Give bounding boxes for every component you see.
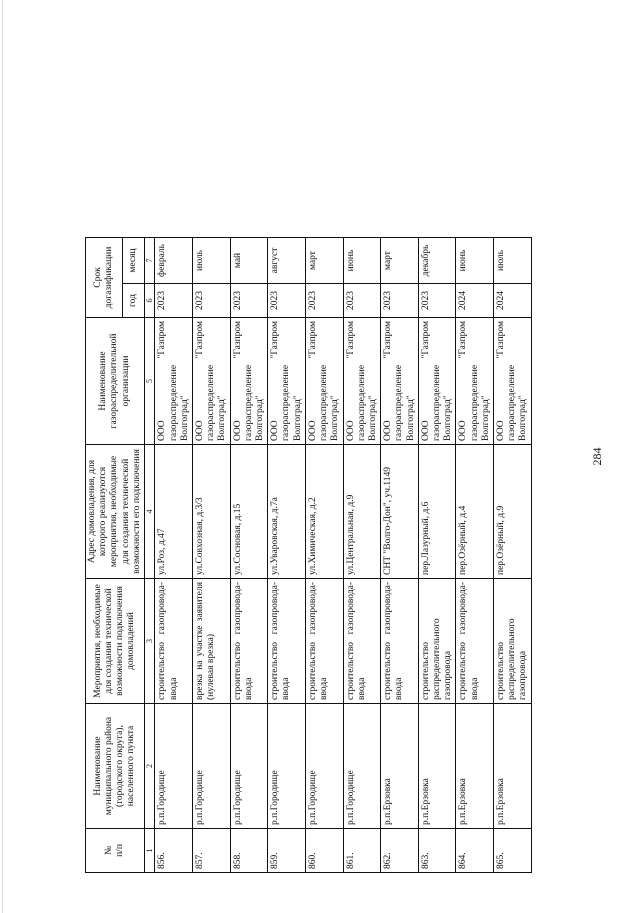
measures-cell: строительство газопровода-ввода (268, 579, 306, 704)
year-cell: 2023 (343, 284, 381, 318)
year-cell: 2023 (230, 284, 268, 318)
year-cell: 2023 (268, 284, 306, 318)
address-cell: пер.Озёрный, д.4 (456, 445, 494, 579)
address-cell: ул.Химическая, д.2 (305, 445, 343, 579)
month-cell: февраль (155, 238, 193, 284)
year-cell: 2023 (305, 284, 343, 318)
month-cell: июнь (343, 238, 381, 284)
organization-cell: ООО "Газпром газораспределение Волгоград" (456, 318, 494, 445)
year-cell: 2023 (193, 284, 231, 318)
locality-cell: р.п.Городище (343, 704, 381, 829)
locality-cell: р.п.Ерзовка (381, 704, 419, 829)
column-number-row (145, 238, 155, 873)
month-cell: июль (493, 238, 531, 284)
locality-cell: р.п.Городище (268, 704, 306, 829)
row-number: 859. (268, 829, 306, 873)
table-row (155, 238, 193, 873)
header-year: год (123, 284, 145, 318)
organization-cell: ООО "Газпром газораспределение Волгоград" (193, 318, 231, 445)
row-number: 865. (493, 829, 531, 873)
measures-cell: строительство распределительного газопровода (418, 579, 456, 704)
address-cell: ул.Центральная, д.9 (343, 445, 381, 579)
column-number: 6 (145, 284, 155, 318)
column-number: 2 (145, 704, 155, 829)
address-cell: ул.Роз, д.47 (155, 445, 193, 579)
measures-cell: строительство газопровода-ввода (343, 579, 381, 704)
header-measures: Мероприятия, необходимые для создания технической возможности подключения домовладений (86, 579, 145, 704)
locality-cell: р.п.Городище (193, 704, 231, 829)
address-cell: ул.Уваровская, д.7а (268, 445, 306, 579)
column-number: 4 (145, 445, 155, 579)
organization-cell: ООО "Газпром газораспределение Волгоград" (230, 318, 268, 445)
year-cell: 2023 (418, 284, 456, 318)
month-cell: декабрь (418, 238, 456, 284)
row-number: 858. (230, 829, 268, 873)
header-no: № п/п (86, 829, 145, 873)
locality-cell: р.п.Городище (230, 704, 268, 829)
organization-cell: ООО "Газпром газораспределение Волгоград" (493, 318, 531, 445)
organization-cell: ООО "Газпром газораспределение Волгоград" (155, 318, 193, 445)
table-row (305, 238, 343, 873)
measures-cell: строительство газопровода-ввода (456, 579, 494, 704)
organization-cell: ООО "Газпром газораспределение Волгоград" (268, 318, 306, 445)
measures-cell: строительство газопровода-ввода (230, 579, 268, 704)
month-cell: май (230, 238, 268, 284)
address-cell: ул.Совхозная, д.3/3 (193, 445, 231, 579)
locality-cell: р.п.Ерзовка (418, 704, 456, 829)
row-number: 861. (343, 829, 381, 873)
row-number: 862. (381, 829, 419, 873)
column-number: 7 (145, 238, 155, 284)
row-number: 856. (155, 829, 193, 873)
year-cell: 2023 (381, 284, 419, 318)
table-row (381, 238, 419, 873)
month-cell: июль (193, 238, 231, 284)
row-number: 863. (418, 829, 456, 873)
table-row (268, 238, 306, 873)
organization-cell: ООО "Газпром газораспределение Волгоград" (305, 318, 343, 445)
header-locality: Наименование муниципального района (городского округа), населенного пункта (86, 704, 145, 829)
header-row (86, 238, 123, 873)
address-cell: пер.Озёрный, д.9 (493, 445, 531, 579)
measures-cell: строительство газопровода-ввода (155, 579, 193, 704)
column-number: 3 (145, 579, 155, 704)
column-number: 5 (145, 318, 155, 445)
table-row (418, 238, 456, 873)
month-cell: март (305, 238, 343, 284)
gasification-table (85, 237, 532, 873)
locality-cell: р.п.Ерзовка (456, 704, 494, 829)
header-term: Срок догазификации (86, 238, 123, 318)
table-row (193, 238, 231, 873)
measures-cell: строительство распределительного газопровода (493, 579, 531, 704)
measures-cell: врезка на участке заявителя (нулевая врезка) (193, 579, 231, 704)
year-cell: 2024 (456, 284, 494, 318)
month-cell: март (381, 238, 419, 284)
organization-cell: ООО "Газпром газораспределение Волгоград" (343, 318, 381, 445)
measures-cell: строительство газопровода-ввода (305, 579, 343, 704)
address-cell: ул.Сосновая, д.15 (230, 445, 268, 579)
table-row (456, 238, 494, 873)
top-edge-rule (2, 0, 3, 913)
table-body (155, 238, 531, 873)
table-row (230, 238, 268, 873)
header-org: Наименование газораспределительной организации (86, 318, 145, 445)
organization-cell: ООО "Газпром газораспределение Волгоград" (381, 318, 419, 445)
row-number: 864. (456, 829, 494, 873)
header-address: Адрес домовладения, для которого реализуются мероприятия, необходимые для создания технической возможности его подключения (86, 445, 145, 579)
locality-cell: р.п.Ерзовка (493, 704, 531, 829)
address-cell: СНТ "Волго-Дон", уч.1149 (381, 445, 419, 579)
year-cell: 2023 (155, 284, 193, 318)
table-row (343, 238, 381, 873)
organization-cell: ООО "Газпром газораспределение Волгоград" (418, 318, 456, 445)
locality-cell: р.п.Городище (155, 704, 193, 829)
page-number: 284 (590, 447, 604, 466)
row-number: 860. (305, 829, 343, 873)
address-cell: пер.Лазурный, д.6 (418, 445, 456, 579)
header-month: месяц (123, 238, 145, 284)
row-number: 857. (193, 829, 231, 873)
table-row (493, 238, 531, 873)
month-cell: август (268, 238, 306, 284)
month-cell: июнь (456, 238, 494, 284)
measures-cell: строительство газопровода-ввода (381, 579, 419, 704)
column-number: 1 (145, 829, 155, 873)
locality-cell: р.п.Городище (305, 704, 343, 829)
table-header (86, 238, 155, 873)
year-cell: 2024 (493, 284, 531, 318)
